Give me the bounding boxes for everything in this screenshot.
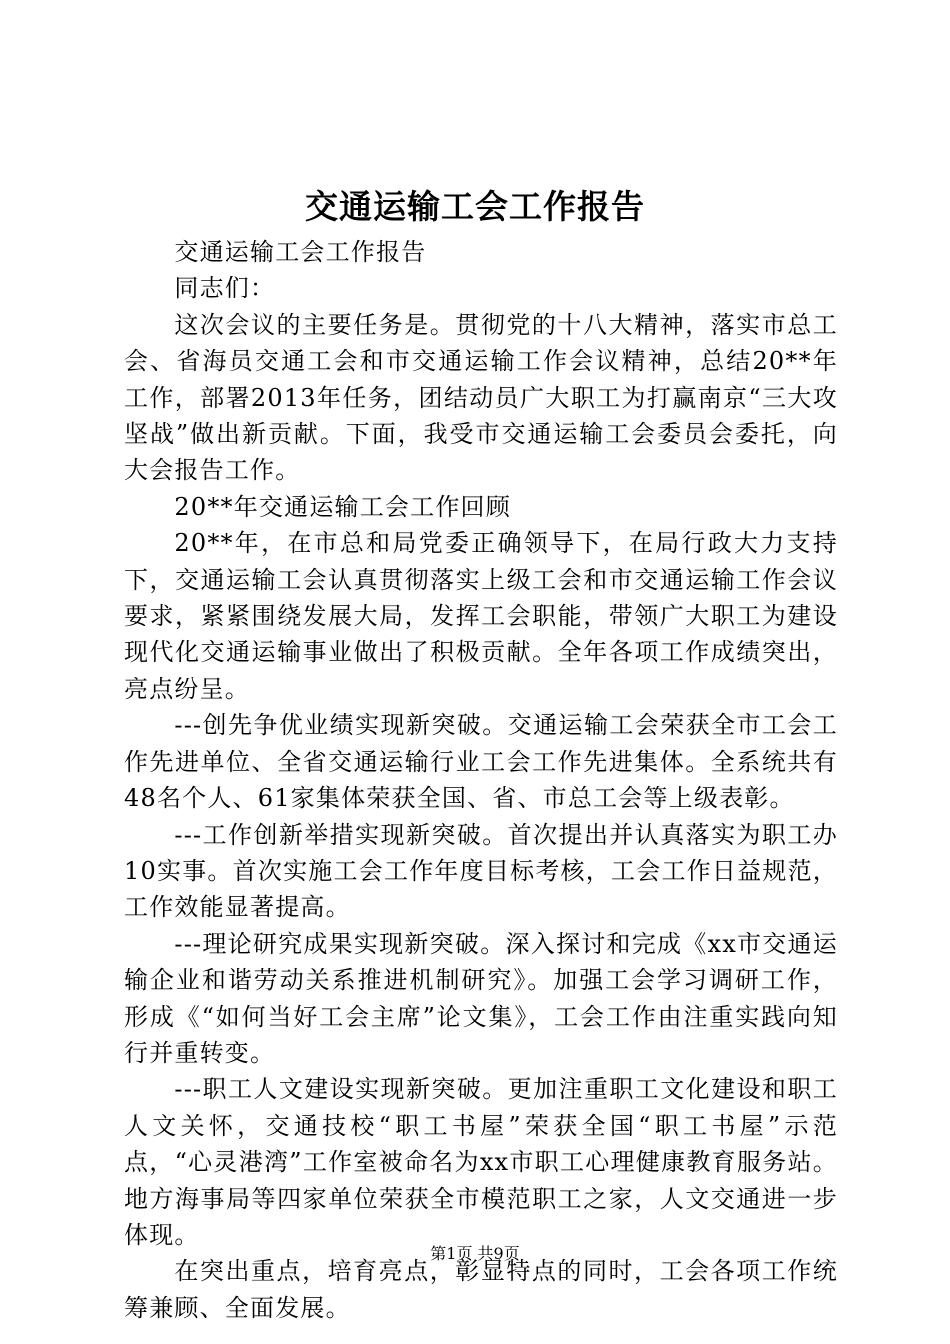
paragraph-section-heading: 20**年交通运输工会工作回顾	[174, 492, 511, 521]
paragraph-breakthrough-3: ---理论研究成果实现新突破。深入探讨和完成《xx市交通运输企业和谐劳动关系推进机制研究》。加强工会学习调研工作，形成《“如何当好工会主席”论文集》，工会工作由注重实践向知行并重转变。	[124, 929, 838, 1067]
paragraph-breakthrough-2: ---工作创新举措实现新突破。首次提出并认真落实为职工办10实事。首次实施工会工作年度目标考核，工会工作日益规范，工作效能显著提高。	[124, 820, 838, 922]
document-body	[124, 234, 838, 1326]
paragraph-breakthrough-4: ---职工人文建设实现新突破。更加注重职工文化建设和职工人文关怀，交通技校“职工书屋”荣获全国“职工书屋”示范点，“心灵港湾”工作室被命名为xx市职工心理健康教育服务站。地方海事局等四家单位荣获全市模范职工之家，人文交通进一步体现。	[124, 1075, 838, 1249]
paragraph-summary: 在突出重点，培育亮点，彰显特点的同时，工会各项工作统筹兼顾、全面发展。	[124, 1257, 838, 1322]
paragraph-review: 20**年，在市总和局党委正确领导下，在局行政大力支持下，交通运输工会认真贯彻落实上级工会和市交通运输工作会议要求，紧紧围绕发展大局，发挥工会职能，带领广大职工为建设现代化交通运输事业做出了积极贡献。全年各项工作成绩突出，亮点纷呈。	[124, 529, 838, 703]
paragraph-breakthrough-1: ---创先争优业绩实现新突破。交通运输工会荣获全市工会工作先进单位、全省交通运输行业工会工作先进集体。全系统共有48名个人、61家集体荣获全国、省、市总工会等上级表彰。	[124, 711, 838, 813]
document-title: 交通运输工会工作报告	[305, 187, 645, 226]
paragraph-intro: 这次会议的主要任务是。贯彻党的十八大精神，落实市总工会、省海员交通工会和市交通运输工作会议精神，总结20**年工作，部署2013年任务，团结动员广大职工为打赢南京“三大攻坚战”做出新贡献。下面，我受市交通运输工会委员会委托，向大会报告工作。	[124, 310, 838, 485]
page-number-footer: 第1页 共9页	[430, 1244, 520, 1263]
paragraph-salutation: 同志们：	[174, 274, 276, 303]
paragraph-subtitle: 交通运输工会工作报告	[174, 238, 427, 266]
